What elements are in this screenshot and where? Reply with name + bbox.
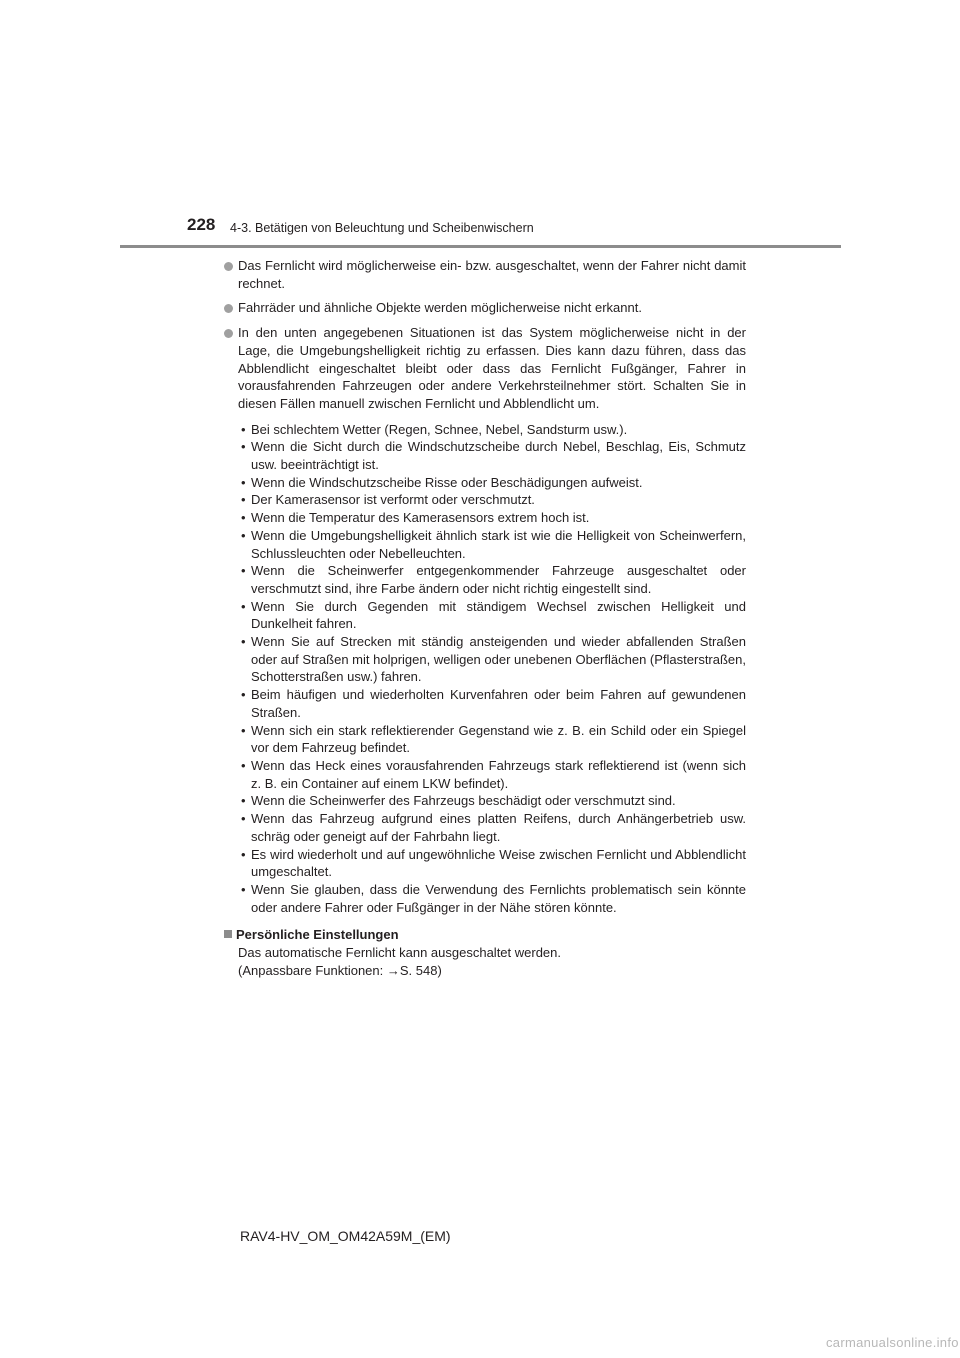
section-title: 4-3. Betätigen von Beleuchtung und Scheibenwischern [230,221,534,235]
bullet-mark-icon: • [241,527,246,543]
settings-body [224,944,746,979]
bullet-mark-icon: • [241,793,246,809]
list-item: • Wenn das Heck eines vorausfahrenden Fahrzeugs stark reflektierend ist (wenn sich z. B. ein Container auf einem LKW befindet). [241,757,746,791]
bullet-dot-icon [224,329,233,338]
bullet-mark-icon: • [241,811,246,827]
bullet-mark-icon: • [241,722,246,738]
list-item: • Wenn sich ein stark reflektierender Gegenstand wie z. B. ein Schild oder ein Spiegel vor dem Fahrzeug befindet. [241,722,746,756]
bullet-mark-icon: • [241,563,246,579]
watermark: carmanualsonline.info [826,1335,959,1350]
bullet-dot-icon [224,304,233,313]
list-item: • Wenn Sie durch Gegenden mit ständigem Wechsel zwischen Helligkeit und Dunkelheit fahren. [241,598,746,632]
list-item: • Wenn das Fahrzeug aufgrund eines platten Reifens, durch Anhängerbetrieb usw. schräg oder geneigt auf der Fahrbahn liegt. [241,811,746,844]
bullet-mark-icon: • [241,492,246,508]
situation-list [238,421,746,917]
bullet-mark-icon: • [241,598,246,614]
bullet-text: In den unten angegebenen Situationen ist das System möglicherweise nicht in der Lage, die Umgebungshelligkeit richtig zu erfassen. Dies kann dazu führen, dass das Abblendlicht eingeschaltet bleibt oder dass das Fernlicht Fußgänger, Fahrer in vorausfahrenden Fahrzeugen oder andere Verkehrsteilnehmer stört. Schalten Sie in diesen Fällen manuell zwischen Fernlicht und Abblendlicht um. [238,325,746,411]
bullet-dot-icon [224,262,233,271]
bullet-mark-icon: • [241,757,246,773]
list-item: • Bei schlechtem Wetter (Regen, Schnee, Nebel, Sandsturm usw.). [241,421,628,437]
settings-reference: (Anpassbare Funktionen: →S. 548) [238,962,442,978]
square-bullet-icon [224,930,232,938]
list-item: • Beim häufigen und wiederholten Kurvenfahren oder beim Fahren auf gewundenen Straßen. [241,687,746,720]
personal-settings-section [224,926,746,979]
list-item: • Wenn die Temperatur des Kamerasensors extrem hoch ist. [241,510,590,526]
bullet-mark-icon: • [241,687,246,703]
list-item: • Wenn Sie glauben, dass die Verwendung des Fernlichts problematisch sein könnte oder andere Fahrer oder Fußgänger in der Nähe stören könnte. [241,881,746,915]
list-item: • Wenn die Scheinwerfer des Fahrzeugs beschädigt oder verschmutzt sind. [241,793,676,809]
list-item: • Wenn die Scheinwerfer entgegenkommender Fahrzeuge ausgeschaltet oder verschmutzt sind, ihre Farbe ändern oder nicht richtig eingestellt sind. [241,563,746,596]
bullet-mark-icon: • [241,634,246,650]
list-item: • Der Kamerasensor ist verformt oder verschmutzt. [241,492,535,508]
bullet-text: Fahrräder und ähnliche Objekte werden möglicherweise nicht erkannt. [238,300,642,316]
bullet-mark-icon: • [241,846,246,862]
bullet-mark-icon: • [241,510,246,526]
bullet-mark-icon: • [241,421,246,437]
settings-line: Das automatische Fernlicht kann ausgeschaltet werden. [238,945,562,961]
bullet-mark-icon: • [241,474,246,490]
list-item: • Wenn Sie auf Strecken mit ständig ansteigenden und wieder abfallenden Straßen oder auf Straßen mit holprigen, welligen oder unebenen Oberflächen (Pflasterstraßen, Schotterstraßen usw.) fahren. [241,634,747,685]
bullet-paragraph [224,324,746,413]
bullet-paragraph [224,299,746,317]
page-number: 228 [187,215,216,234]
list-item: • Wenn die Umgebungshelligkeit ähnlich stark ist wie die Helligkeit von Scheinwerfern, Schlussleuchten oder Nebelleuchten. [241,527,746,561]
bullet-text: Das Fernlicht wird möglicherweise ein- bzw. ausgeschaltet, wenn der Fahrer nicht damit rechnet. [238,258,746,291]
settings-heading: Persönliche Einstellungen [224,926,746,944]
list-item: • Wenn die Sicht durch die Windschutzscheibe durch Nebel, Beschlag, Eis, Schmutz usw. beeinträchtigt ist. [241,439,746,473]
bullet-paragraph [224,257,746,292]
header-divider [120,245,841,248]
bullet-mark-icon: • [241,881,246,897]
list-item: • Es wird wiederholt und auf ungewöhnliche Weise zwischen Fernlicht und Abblendlicht umgeschaltet. [241,846,746,880]
page-content [224,257,746,979]
document-code: RAV4-HV_OM_OM42A59M_(EM) [240,1228,451,1244]
bullet-mark-icon: • [241,439,246,455]
list-item: • Wenn die Windschutzscheibe Risse oder Beschädigungen aufweist. [241,474,643,490]
